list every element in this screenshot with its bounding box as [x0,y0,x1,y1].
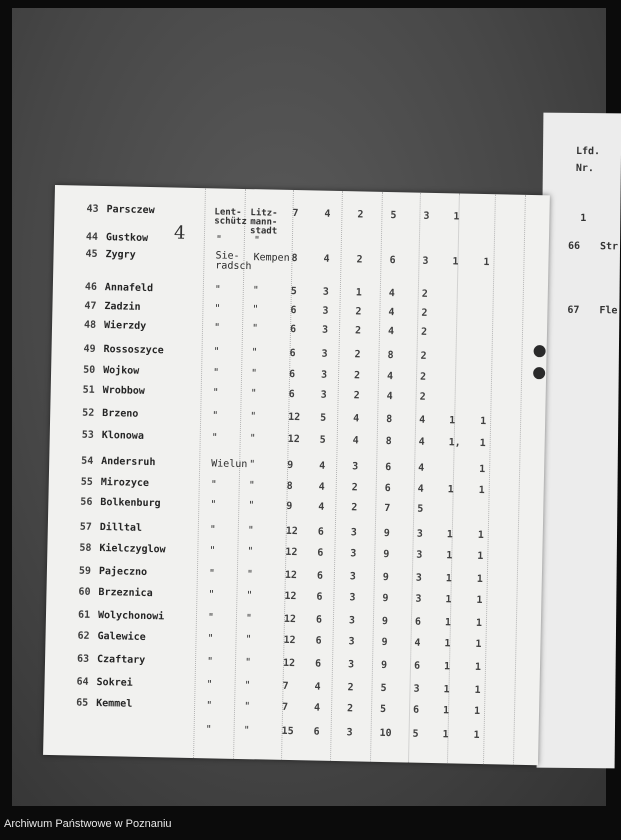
right-header-lfd: Lfd. [575,145,601,158]
table-row [54,203,549,233]
value-cell: 12 [283,634,296,647]
value-cell: 3 [349,571,357,583]
value-cell: 1 [483,256,490,269]
value-cell: 4 [352,435,359,447]
value-cell: 1 [477,550,484,563]
district-2-cell: " [247,525,254,537]
value-cell: 8 [386,413,393,426]
value-cell: 6 [289,323,297,336]
row-number: 54 [81,455,94,467]
value-cell: 1, [448,437,461,449]
value-cell: 6 [315,614,323,626]
row-number: 49 [83,343,96,355]
value-cell: 1 [475,617,483,630]
value-cell: 1 [476,594,483,607]
value-cell: 4 [387,326,395,338]
district-1-cell: " [214,303,221,315]
value-cell: 1 [445,594,452,606]
row-number: 43 [86,203,99,215]
value-cell: 1 [443,684,450,696]
place-name: Wolychonowi [97,609,165,623]
right-col-index: 1 [580,213,587,225]
value-cell: 9 [382,571,389,584]
value-cell: 1 [479,463,486,476]
row-number: 63 [76,653,90,665]
value-cell: 2 [420,326,428,338]
value-cell: 3 [413,683,420,695]
row-number: 51 [82,384,95,396]
district-2-cell: " [250,388,257,400]
value-cell: 9 [286,500,293,513]
place-name: Zadzin [104,301,141,313]
row-number: 48 [83,319,97,331]
value-cell: 10 [379,727,392,740]
value-cell: 1 [447,484,454,496]
value-cell: 2 [353,370,361,382]
district-2-cell: " [252,285,259,297]
place-name: Wojkow [103,365,140,377]
row-number: 65 [76,697,89,709]
place-name: Parsczew [106,204,155,217]
place-name: Wierzdy [103,320,147,332]
value-cell: 2 [421,288,428,300]
row-number: 64 [76,676,89,688]
row-number: 44 [85,231,99,243]
district-1-cell: " [212,387,219,399]
value-cell: 4 [418,436,425,448]
value-cell: 2 [420,350,427,362]
district-2-cell: " [250,411,257,423]
row-number: 58 [79,542,92,554]
value-cell: 2 [354,349,361,361]
value-cell: 3 [350,527,357,539]
district-1-cell: " [207,633,214,645]
district-2-cell: " [250,368,258,380]
value-cell: 1 [443,661,451,673]
value-cell: 2 [347,682,354,694]
value-cell: 3 [415,572,422,584]
place-name: Brzeznica [98,587,153,600]
place-name: Pajeczno [98,566,148,579]
value-cell: 1 [449,415,456,427]
value-cell: 12 [284,569,298,582]
row-number: 55 [80,476,93,488]
value-cell: 4 [417,483,424,495]
value-cell: 3 [320,389,327,401]
district-1-cell: " [208,589,215,601]
handwritten-mark: 4 [173,222,186,244]
district-2-cell: " [244,701,251,713]
district-1-cell: " [206,679,213,691]
row-number: 46 [84,281,98,293]
value-cell: 9 [383,548,390,561]
district-1-cell: " [205,724,212,736]
right-row-67-num: 67 [567,304,580,316]
value-cell: 7 [281,701,289,713]
value-cell: 2 [355,306,362,318]
value-cell: 4 [388,307,395,319]
district-1-cell: " [213,346,220,358]
value-cell: 9 [380,659,388,672]
value-cell: 9 [381,636,388,649]
row-number: 53 [81,429,94,441]
value-cell: 6 [313,726,320,738]
value-cell: 2 [419,371,427,383]
value-cell: 3 [348,615,356,627]
district-1-cell: Wielun [211,458,248,471]
district-1-cell: " [207,612,215,624]
value-cell: 4 [414,637,421,649]
district-2-cell: " [247,546,254,558]
value-cell: 4 [313,702,321,714]
value-cell: 4 [318,481,325,493]
place-name: Klonowa [101,430,145,442]
value-cell: 3 [322,305,329,317]
value-cell: 1 [442,729,449,741]
district-2-cell: " [246,590,253,602]
value-cell: 1 [478,484,485,497]
place-name: Mirozyce [100,477,150,490]
value-cell: 5 [320,412,327,424]
place-name: Gustkow [105,232,149,244]
value-cell: 4 [319,460,326,472]
district-2-cell: Kempen [253,252,290,264]
value-cell: 8 [291,252,298,265]
value-cell: 5 [412,728,419,740]
place-name: Rossoszyce [103,344,164,357]
value-cell: 3 [422,255,429,267]
place-name: Bolkenburg [100,497,161,510]
value-cell: 1 [473,705,481,718]
value-cell: 6 [389,255,396,267]
value-cell: 1 [452,256,459,268]
value-cell: 4 [323,253,330,265]
value-cell: 5 [417,503,424,515]
value-cell: 8 [387,350,394,362]
value-cell: 7 [384,502,391,515]
place-name: Annafeld [104,282,154,295]
right-row-66-name: Str [599,241,619,253]
value-cell: 3 [416,528,423,540]
value-cell: 4 [418,462,425,474]
place-name: Brzeno [102,408,139,420]
row-number: 59 [78,565,92,577]
value-cell: 6 [412,704,420,716]
value-cell: 2 [351,482,358,494]
value-cell: 3 [321,348,328,360]
value-cell: 6 [414,616,422,628]
value-cell: 6 [289,347,296,360]
place-name: Wrobbow [102,385,145,397]
value-cell: 1 [355,287,362,299]
value-cell: 3 [416,549,423,561]
district-2-cell: " [243,725,250,737]
value-cell: 3 [349,592,356,604]
value-cell: 6 [288,368,296,381]
place-name: Kielczyglow [99,543,166,556]
value-cell: 1 [446,550,453,562]
value-cell: 6 [413,660,421,672]
value-cell: 5 [390,210,397,222]
value-cell: 4 [388,288,395,300]
district-1-cell: " [210,499,217,511]
place-name: Czaftary [96,653,146,666]
value-cell: 15 [281,725,294,738]
value-cell: 12 [285,546,298,559]
district-2-cell: " [244,680,251,692]
district-1-cell: " [214,284,221,296]
value-cell: 2 [421,307,428,319]
value-cell: 5 [319,434,326,446]
value-cell: 3 [346,727,353,739]
district-1-cell: " [212,410,219,422]
value-cell: 6 [316,570,324,582]
district-2-cell: " [248,500,255,512]
place-name: Galewice [97,630,146,643]
row-number: 45 [85,248,98,260]
district-2-cell: " [245,634,252,646]
value-cell: 7 [292,207,299,220]
district-1-cell: " [213,322,221,334]
archive-credit: Archiwum Państwowe w Poznaniu [4,818,172,830]
value-cell: 1 [479,437,486,450]
value-cell: 5 [379,703,387,716]
district-2-cell: " [248,480,255,492]
value-cell: 2 [356,254,363,266]
value-cell: 9 [381,615,389,628]
row-number: 56 [80,496,93,508]
value-cell: 9 [382,592,389,605]
value-cell: 8 [385,435,392,448]
place-name: Zygry [105,249,136,261]
value-cell: 8 [286,480,293,493]
value-cell: 6 [385,461,392,474]
row-number: 52 [82,407,95,419]
district-2-cell: " [249,459,256,471]
right-row-67-name: Fle [599,305,618,317]
value-cell: 12 [288,411,301,424]
header-district-1: Lent- schütz [214,207,247,228]
value-cell: 2 [346,703,354,715]
value-cell: 3 [320,369,328,381]
value-cell: 12 [284,590,297,603]
value-cell: 12 [283,613,297,626]
district-1-cell: Sie- radsch [215,250,252,273]
value-cell: 4 [386,370,394,383]
value-cell: 6 [384,482,391,495]
district-1-cell: " [206,656,214,668]
value-cell: 6 [290,304,297,317]
place-name: Sokrei [96,676,133,689]
value-cell: 7 [282,680,289,693]
value-cell: 2 [354,325,362,337]
value-cell: 1 [476,573,483,586]
header-district-2: Litz- mann- stadt [249,208,278,237]
value-cell: 3 [423,210,430,222]
value-cell: 4 [353,413,360,425]
value-cell: 1 [473,729,480,742]
district-2-cell: " [253,235,261,247]
value-cell: 9 [287,459,294,472]
district-1-cell: " [210,479,217,491]
district-2-cell: " [246,569,254,581]
value-cell: 2 [357,209,364,221]
value-cell: 1 [474,684,481,697]
value-cell: 1 [474,661,482,674]
value-cell: 1 [442,705,450,717]
value-cell: 6 [315,635,322,647]
district-2-cell: " [251,347,258,359]
value-cell: 3 [348,636,355,648]
district-1-cell: " [211,432,218,444]
district-1-cell: " [209,524,216,536]
district-1-cell: " [209,545,216,557]
row-number: 61 [77,609,91,621]
district-2-cell: " [252,304,259,316]
value-cell: 1 [475,638,482,651]
value-cell: 6 [316,591,323,603]
value-cell: 4 [314,681,321,693]
value-cell: 1 [444,638,451,650]
row-number: 62 [77,630,90,642]
value-cell: 5 [380,682,387,695]
value-cell: 4 [318,501,325,513]
district-2-cell: " [244,657,252,669]
value-cell: 12 [285,525,298,538]
value-cell: 6 [317,547,324,559]
district-1-cell: " [212,367,220,379]
value-cell: 1 [480,415,487,428]
value-cell: 2 [351,502,358,514]
row-number: 50 [83,364,96,376]
value-cell: 5 [290,285,297,298]
row-number: 57 [79,521,93,533]
value-cell: 3 [350,548,357,560]
place-name: Kemmel [96,697,133,710]
value-cell: 3 [347,659,355,671]
value-cell: 4 [419,414,426,426]
value-cell: 1 [477,529,484,542]
value-cell: 1 [453,211,460,223]
district-2-cell: " [249,433,256,445]
value-cell: 3 [415,593,422,605]
district-2-cell: " [251,323,259,335]
row-number: 47 [84,300,97,312]
value-cell: 12 [287,433,300,446]
value-cell: 1 [445,573,452,585]
value-cell: 2 [419,391,426,403]
value-cell: 6 [314,658,322,670]
value-cell: 1 [446,529,453,541]
district-1-cell: " [215,234,223,246]
place-name: Dilltal [99,522,143,534]
value-cell: 9 [383,527,390,540]
main-ledger-sheet [43,185,550,765]
value-cell: 3 [321,324,329,336]
value-cell: 12 [282,657,296,670]
district-1-cell: " [206,700,213,712]
place-name: Andersruh [101,456,156,469]
value-cell: 6 [317,526,324,538]
row-number: 60 [78,586,91,598]
value-cell: 4 [324,208,331,220]
right-header-nr: Nr. [575,162,594,175]
value-cell: 1 [444,617,452,629]
value-cell: 4 [386,390,393,403]
value-cell: 6 [288,388,295,401]
value-cell: 3 [352,461,359,473]
value-cell: 2 [353,390,360,402]
right-row-66-num: 66 [567,240,581,253]
district-2-cell: " [245,613,253,625]
district-1-cell: " [208,568,216,580]
value-cell: 3 [322,286,329,298]
